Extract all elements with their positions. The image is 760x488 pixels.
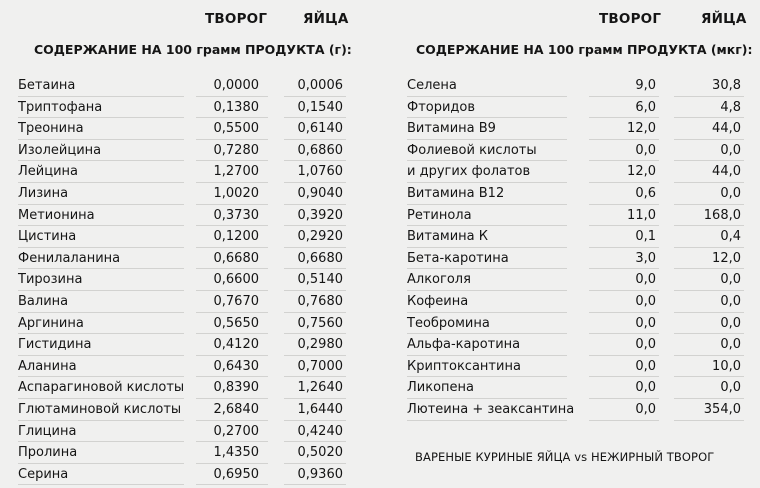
row-divider: [18, 247, 184, 248]
column-header-cottage-cheese: ТВОРОГ: [599, 11, 662, 27]
eggs-value: 0,7560: [297, 315, 343, 331]
cottage-cheese-value: 0,1200: [213, 229, 259, 245]
row-divider: [407, 312, 567, 313]
nutrient-name: Витамина В9: [407, 121, 496, 137]
nutrient-name: Витамина В12: [407, 185, 505, 201]
table-row: [390, 249, 760, 271]
nutrient-name: Витамина К: [407, 229, 488, 245]
column-header-cottage-cheese: ТВОРОГ: [205, 11, 268, 27]
row-divider: [589, 398, 659, 399]
table-row: [390, 98, 760, 120]
eggs-value: 168,0: [703, 207, 741, 223]
nutrient-name: Фолиевой кислоты: [407, 142, 537, 158]
cottage-cheese-value: 6,0: [635, 99, 656, 115]
row-divider: [196, 268, 268, 269]
eggs-value: 0,6140: [297, 121, 343, 137]
nutrient-name: Криптоксантина: [407, 358, 521, 374]
row-divider: [589, 204, 659, 205]
cottage-cheese-value: 0,0: [635, 358, 656, 374]
row-divider: [674, 247, 744, 248]
row-divider: [674, 160, 744, 161]
nutrient-name: и других фолатов: [407, 164, 531, 180]
nutrient-name: Пролина: [18, 445, 78, 461]
table-row: [390, 314, 760, 336]
row-divider: [284, 139, 346, 140]
row-divider: [674, 312, 744, 313]
cottage-cheese-value: 0,3730: [213, 207, 259, 223]
cottage-cheese-value: 0,1: [635, 229, 656, 245]
row-divider: [674, 268, 744, 269]
row-divider: [589, 376, 659, 377]
column-header-eggs: ЯЙЦА: [303, 11, 349, 27]
nutrient-name: Кофеина: [407, 293, 469, 309]
eggs-value: 0,6860: [297, 142, 343, 158]
row-divider: [284, 441, 346, 442]
cottage-cheese-value: 0,6680: [213, 250, 259, 266]
row-divider: [284, 484, 346, 485]
row-divider: [18, 290, 184, 291]
table-row: [0, 314, 380, 336]
row-divider: [589, 160, 659, 161]
nutrient-name: Тирозина: [18, 272, 83, 288]
table-row: [390, 119, 760, 141]
eggs-value: 0,0: [720, 337, 741, 353]
row-divider: [18, 355, 184, 356]
row-divider: [196, 355, 268, 356]
row-divider: [196, 117, 268, 118]
cottage-cheese-value: 0,0: [635, 401, 656, 417]
row-divider: [407, 182, 567, 183]
nutrient-name: Аргинина: [18, 315, 84, 331]
eggs-value: 4,8: [720, 99, 741, 115]
row-divider: [18, 484, 184, 485]
table-row: [390, 184, 760, 206]
table-row: [0, 119, 380, 141]
table-row: [0, 162, 380, 184]
eggs-value: 1,6440: [297, 401, 343, 417]
table-row: [0, 249, 380, 271]
table-row: [0, 227, 380, 249]
row-divider: [284, 355, 346, 356]
row-divider: [284, 376, 346, 377]
nutrient-name: Фторидов: [407, 99, 476, 115]
eggs-value: 0,0: [720, 315, 741, 331]
micronutrients-table: [390, 76, 760, 422]
eggs-value: 10,0: [712, 358, 741, 374]
table-row: [390, 141, 760, 163]
row-divider: [407, 268, 567, 269]
row-divider: [196, 312, 268, 313]
row-divider: [674, 355, 744, 356]
eggs-value: 0,4: [720, 229, 741, 245]
table-row: [0, 400, 380, 422]
cottage-cheese-value: 0,6950: [213, 466, 259, 482]
column-header-eggs: ЯЙЦА: [701, 11, 747, 27]
row-divider: [196, 463, 268, 464]
row-divider: [589, 247, 659, 248]
row-divider: [589, 312, 659, 313]
row-divider: [284, 182, 346, 183]
nutrient-name: Альфа-каротина: [407, 337, 521, 353]
row-divider: [589, 96, 659, 97]
eggs-value: 0,0: [720, 380, 741, 396]
subheading-micrograms: СОДЕРЖАНИЕ НА 100 грамм ПРОДУКТА (мкг):: [416, 42, 753, 57]
eggs-value: 354,0: [703, 401, 741, 417]
row-divider: [284, 117, 346, 118]
eggs-value: 0,0006: [297, 78, 343, 93]
comparison-caption: ВАРЕНЫЕ КУРИНЫЕ ЯЙЦА vs НЕЖИРНЫЙ ТВОРОГ: [415, 450, 715, 464]
cottage-cheese-value: 0,7280: [213, 142, 259, 158]
row-divider: [196, 398, 268, 399]
row-divider: [284, 398, 346, 399]
row-divider: [18, 268, 184, 269]
row-divider: [407, 420, 567, 421]
row-divider: [589, 117, 659, 118]
row-divider: [18, 117, 184, 118]
eggs-value: 0,0: [720, 185, 741, 201]
cottage-cheese-value: 2,6840: [213, 401, 259, 417]
eggs-value: 0,1540: [297, 99, 343, 115]
table-row: [0, 206, 380, 228]
eggs-value: 0,6680: [297, 250, 343, 266]
cottage-cheese-value: 12,0: [627, 164, 656, 180]
eggs-value: 12,0: [712, 250, 741, 266]
nutrient-name: Лизина: [18, 185, 69, 201]
row-divider: [18, 441, 184, 442]
eggs-value: 0,7680: [297, 293, 343, 309]
cottage-cheese-value: 11,0: [627, 207, 656, 223]
cottage-cheese-value: 0,6: [635, 185, 656, 201]
row-divider: [196, 333, 268, 334]
nutrient-name: Ретинола: [407, 207, 472, 223]
eggs-value: 0,4240: [297, 423, 343, 439]
row-divider: [284, 225, 346, 226]
row-divider: [18, 333, 184, 334]
row-divider: [407, 376, 567, 377]
row-divider: [674, 398, 744, 399]
nutrient-name: Лейцина: [18, 164, 78, 180]
row-divider: [407, 96, 567, 97]
row-divider: [407, 139, 567, 140]
eggs-value: 1,2640: [297, 380, 343, 396]
row-divider: [407, 355, 567, 356]
table-row: [390, 76, 760, 98]
row-divider: [18, 160, 184, 161]
cottage-cheese-value: 0,6430: [213, 358, 259, 374]
table-row: [0, 184, 380, 206]
row-divider: [589, 139, 659, 140]
eggs-value: 44,0: [712, 121, 741, 137]
row-divider: [284, 247, 346, 248]
row-divider: [196, 290, 268, 291]
cottage-cheese-value: 0,5500: [213, 121, 259, 137]
table-row: [0, 335, 380, 357]
table-row: [0, 357, 380, 379]
subheading-grams: СОДЕРЖАНИЕ НА 100 грамм ПРОДУКТА (г):: [34, 42, 352, 57]
row-divider: [674, 204, 744, 205]
nutrient-name: Бетаина: [18, 78, 76, 93]
table-row: [0, 422, 380, 444]
row-divider: [196, 420, 268, 421]
cottage-cheese-value: 0,0: [635, 272, 656, 288]
nutrient-name: Метионина: [18, 207, 95, 223]
row-divider: [589, 268, 659, 269]
row-divider: [284, 463, 346, 464]
eggs-value: 0,9360: [297, 466, 343, 482]
row-divider: [284, 312, 346, 313]
row-divider: [407, 204, 567, 205]
row-divider: [196, 225, 268, 226]
cottage-cheese-value: 1,0020: [213, 185, 259, 201]
nutrient-name: Теобромина: [407, 315, 490, 331]
row-divider: [196, 247, 268, 248]
cottage-cheese-value: 0,6600: [213, 272, 259, 288]
row-divider: [674, 139, 744, 140]
nutrient-name: Глютаминовой кислоты: [18, 401, 182, 417]
nutrient-name: Валина: [18, 293, 69, 309]
row-divider: [284, 204, 346, 205]
row-divider: [18, 204, 184, 205]
table-row: [0, 292, 380, 314]
row-divider: [18, 420, 184, 421]
table-row: [0, 465, 380, 487]
row-divider: [674, 96, 744, 97]
eggs-value: 0,5020: [297, 445, 343, 461]
cottage-cheese-value: 0,2700: [213, 423, 259, 439]
row-divider: [284, 160, 346, 161]
eggs-value: 0,0: [720, 142, 741, 158]
cottage-cheese-value: 0,7670: [213, 293, 259, 309]
row-divider: [674, 376, 744, 377]
row-divider: [284, 268, 346, 269]
row-divider: [196, 204, 268, 205]
table-row: [390, 335, 760, 357]
row-divider: [674, 333, 744, 334]
nutrient-name: Аланина: [18, 358, 77, 374]
table-row: [0, 141, 380, 163]
table-row: [0, 98, 380, 120]
nutrient-name: Триптофана: [18, 99, 103, 115]
row-divider: [284, 420, 346, 421]
cottage-cheese-value: 9,0: [635, 78, 656, 93]
eggs-value: 0,2980: [297, 337, 343, 353]
nutrient-name: Треонина: [18, 121, 84, 137]
table-row: [390, 400, 760, 422]
table-row: [390, 378, 760, 400]
table-row: [0, 270, 380, 292]
row-divider: [589, 290, 659, 291]
row-divider: [674, 117, 744, 118]
cottage-cheese-value: 0,0: [635, 315, 656, 331]
row-divider: [407, 398, 567, 399]
cottage-cheese-value: 12,0: [627, 121, 656, 137]
cottage-cheese-value: 0,0: [635, 337, 656, 353]
eggs-value: 0,3920: [297, 207, 343, 223]
row-divider: [18, 139, 184, 140]
row-divider: [674, 225, 744, 226]
cottage-cheese-value: 0,0000: [213, 78, 259, 93]
row-divider: [196, 182, 268, 183]
row-divider: [407, 160, 567, 161]
row-divider: [674, 420, 744, 421]
cottage-cheese-value: 0,8390: [213, 380, 259, 396]
row-divider: [407, 290, 567, 291]
row-divider: [407, 225, 567, 226]
row-divider: [589, 225, 659, 226]
nutrient-name: Лютеина + зеаксантина: [407, 401, 575, 417]
nutrient-name: Бета-каротина: [407, 250, 509, 266]
cottage-cheese-value: 0,1380: [213, 99, 259, 115]
row-divider: [284, 333, 346, 334]
table-row: [0, 378, 380, 400]
table-row: [390, 206, 760, 228]
eggs-value: 0,5140: [297, 272, 343, 288]
table-row: [390, 162, 760, 184]
row-divider: [196, 376, 268, 377]
eggs-value: 0,0: [720, 293, 741, 309]
eggs-value: 30,8: [712, 78, 741, 93]
cottage-cheese-value: 1,4350: [213, 445, 259, 461]
table-row: [390, 227, 760, 249]
row-divider: [196, 139, 268, 140]
eggs-value: 0,0: [720, 272, 741, 288]
nutrient-name: Серина: [18, 466, 69, 482]
row-divider: [674, 182, 744, 183]
row-divider: [589, 333, 659, 334]
row-divider: [18, 96, 184, 97]
nutrient-name: Фенилаланина: [18, 250, 121, 266]
nutrient-name: Селена: [407, 78, 457, 93]
cottage-cheese-value: 0,0: [635, 142, 656, 158]
cottage-cheese-value: 0,0: [635, 293, 656, 309]
row-divider: [196, 96, 268, 97]
nutrient-name: Ликопена: [407, 380, 474, 396]
row-divider: [18, 376, 184, 377]
row-divider: [284, 96, 346, 97]
cottage-cheese-value: 1,2700: [213, 164, 259, 180]
row-divider: [18, 225, 184, 226]
eggs-value: 44,0: [712, 164, 741, 180]
table-row: [390, 270, 760, 292]
row-divider: [674, 290, 744, 291]
eggs-value: 0,2920: [297, 229, 343, 245]
eggs-value: 1,0760: [297, 164, 343, 180]
row-divider: [284, 290, 346, 291]
cottage-cheese-value: 3,0: [635, 250, 656, 266]
row-divider: [196, 441, 268, 442]
row-divider: [18, 312, 184, 313]
table-row: [390, 292, 760, 314]
row-divider: [196, 160, 268, 161]
cottage-cheese-value: 0,0: [635, 380, 656, 396]
cottage-cheese-value: 0,4120: [213, 337, 259, 353]
eggs-value: 0,9040: [297, 185, 343, 201]
row-divider: [589, 355, 659, 356]
nutrient-name: Алкоголя: [407, 272, 471, 288]
table-row: [0, 443, 380, 465]
nutrient-name: Глицина: [18, 423, 77, 439]
row-divider: [589, 420, 659, 421]
cottage-cheese-value: 0,5650: [213, 315, 259, 331]
row-divider: [18, 463, 184, 464]
table-row: [390, 357, 760, 379]
amino-acids-table: [0, 76, 380, 486]
nutrient-name: Цистина: [18, 229, 77, 245]
row-divider: [196, 484, 268, 485]
row-divider: [589, 182, 659, 183]
row-divider: [407, 117, 567, 118]
row-divider: [18, 398, 184, 399]
row-divider: [407, 247, 567, 248]
nutrient-name: Изолейцина: [18, 142, 102, 158]
row-divider: [18, 182, 184, 183]
nutrient-name: Аспарагиновой кислоты: [18, 380, 185, 396]
table-row: [0, 76, 380, 98]
row-divider: [407, 333, 567, 334]
nutrient-name: Гистидина: [18, 337, 92, 353]
eggs-value: 0,7000: [297, 358, 343, 374]
